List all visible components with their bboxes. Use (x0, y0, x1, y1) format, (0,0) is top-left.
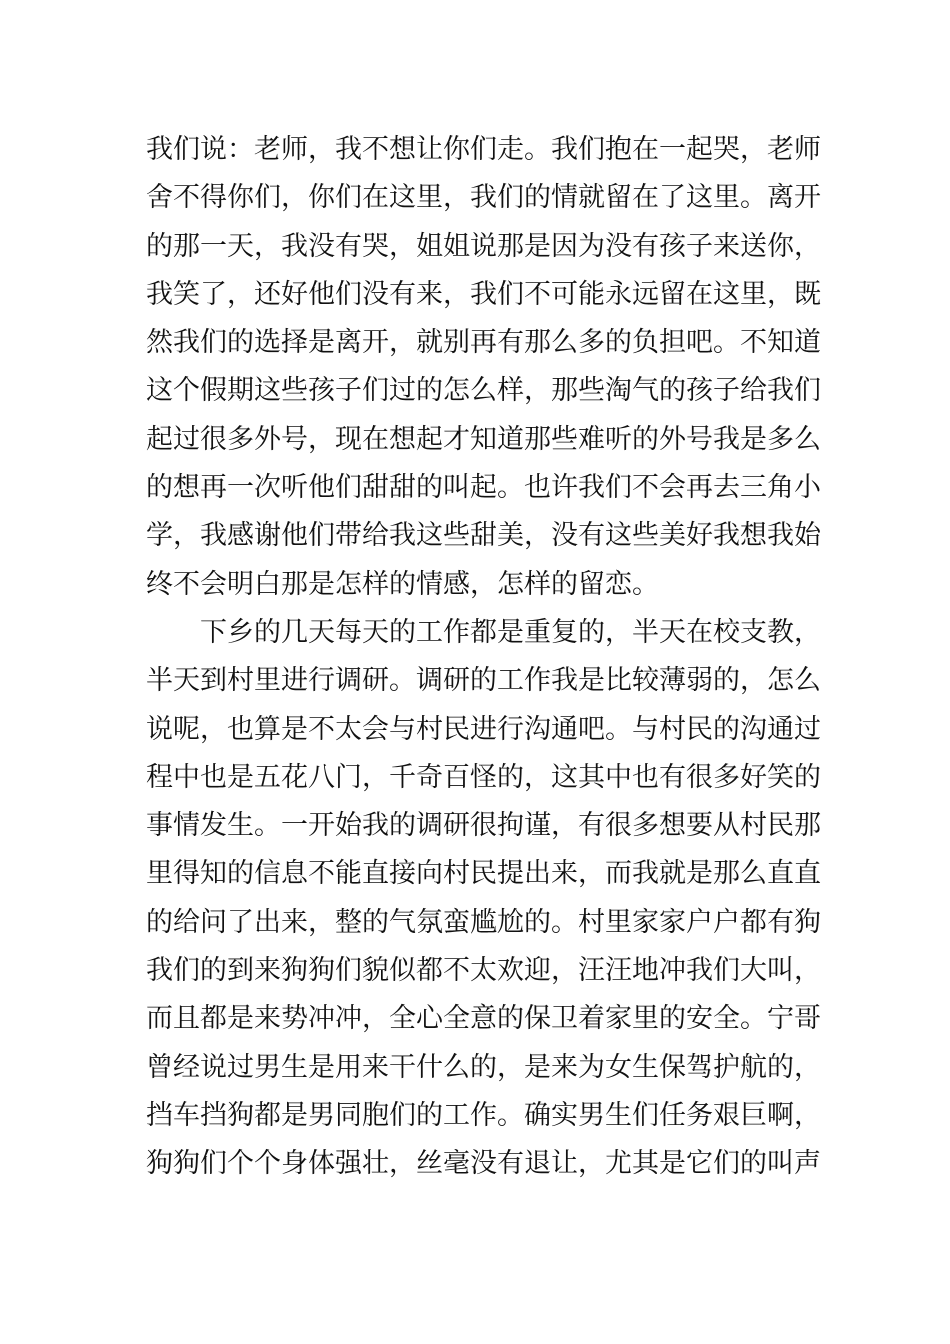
document-body (146, 126, 821, 1189)
text-line: 我笑了，还好他们没有来，我们不可能永远留在这里，既 (146, 278, 821, 310)
text-line: 狗狗们个个身体强壮，丝毫没有退让，尤其是它们的叫声 (146, 1148, 821, 1180)
text-line: 程中也是五花八门，千奇百怪的，这其中也有很多好笑的 (146, 761, 821, 793)
text-line: 说呢，也算是不太会与村民进行沟通吧。与村民的沟通过 (146, 713, 821, 745)
text-line: 这个假期这些孩子们过的怎么样，那些淘气的孩子给我们 (146, 375, 821, 407)
text-line: 学，我感谢他们带给我这些甜美，没有这些美好我想我始 (146, 520, 821, 552)
text-line: 半天到村里进行调研。调研的工作我是比较薄弱的，怎么 (146, 665, 821, 697)
text-line: 的给问了出来，整的气氛蛮尴尬的。村里家家户户都有狗 (146, 906, 821, 938)
text-line: 我们的到来狗狗们貌似都不太欢迎，汪汪地冲我们大叫， (146, 955, 821, 987)
text-line: 而且都是来势冲冲，全心全意的保卫着家里的安全。宁哥 (146, 1003, 821, 1035)
text-line: 的那一天，我没有哭，姐姐说那是因为没有孩子来送你， (146, 230, 821, 262)
text-line: 舍不得你们，你们在这里，我们的情就留在了这里。离开 (146, 182, 821, 214)
text-line: 然我们的选择是离开，就别再有那么多的负担吧。不知道 (146, 327, 821, 359)
paragraph-2 (146, 609, 821, 1189)
text-line: 起过很多外号，现在想起才知道那些难听的外号我是多么 (146, 423, 821, 455)
text-line: 里得知的信息不能直接向村民提出来，而我就是那么直直 (146, 858, 821, 890)
text-line: 下乡的几天每天的工作都是重复的，半天在校支教， (200, 616, 821, 648)
text-line: 挡车挡狗都是男同胞们的工作。确实男生们任务艰巨啊， (146, 1099, 821, 1131)
text-line: 事情发生。一开始我的调研很拘谨，有很多想要从村民那 (146, 810, 821, 842)
text-line: 我们说：老师，我不想让你们走。我们抱在一起哭，老师 (146, 134, 821, 165)
paragraph-1 (146, 126, 821, 609)
text-line: 的想再一次听他们甜甜的叫起。也许我们不会再去三角小 (146, 472, 821, 504)
text-line: 曾经说过男生是用来干什么的，是来为女生保驾护航的， (146, 1051, 821, 1083)
text-line: 终不会明白那是怎样的情感，怎样的留恋。 (146, 568, 659, 600)
